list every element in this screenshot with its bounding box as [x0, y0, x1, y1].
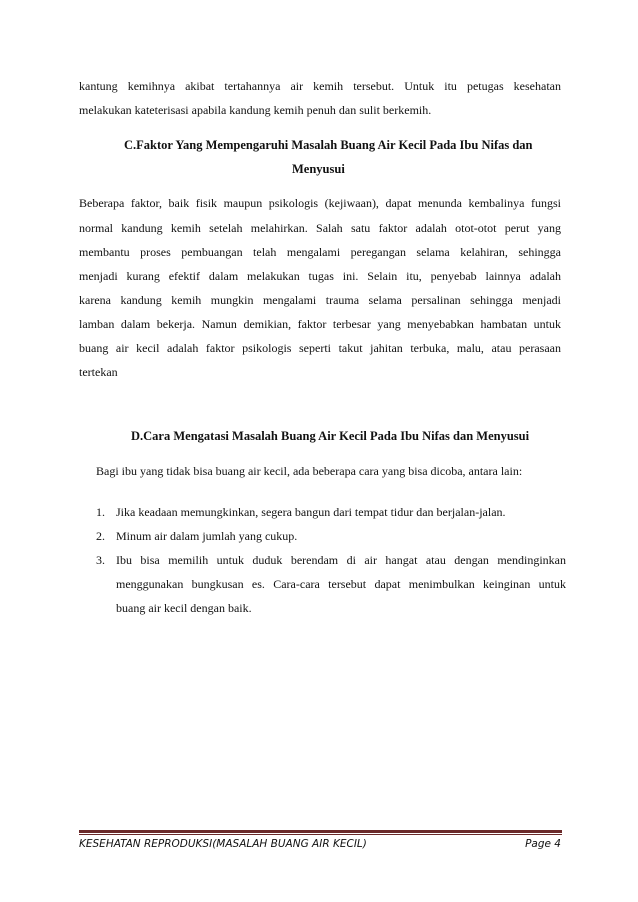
list-item-text: menggunakan bungkusan es. Cara-cara tersebut dapat menimbulkan keinginan untuk — [116, 577, 566, 591]
section-c-line-1: Beberapa faktor, baik fisik maupun psikologis (kejiwaan), dapat menunda kembalinya fungsi — [79, 196, 561, 210]
section-d-list — [96, 500, 566, 620]
list-item-text: Jika keadaan memungkinkan, segera bangun dari tempat tidur dan berjalan-jalan. — [116, 505, 506, 519]
intro-line-2: melakukan kateterisasi apabila kandung kemih penuh dan sulit berkemih. — [79, 103, 432, 117]
section-c-heading-line-1: C.Faktor Yang Mempengaruhi Masalah Buang Air Kecil Pada Ibu Nifas dan — [124, 138, 533, 152]
section-c-line-5: karena kandung kemih mungkin mengalami trauma selama persalinan sehingga menjadi — [79, 293, 561, 307]
section-d-heading: D.Cara Mengatasi Masalah Buang Air Kecil Pada Ibu Nifas dan Menyusui — [131, 429, 530, 443]
list-item-text: Minum air dalam jumlah yang cukup. — [116, 529, 298, 543]
section-c-line-3: membantu proses pembuangan telah mengalami peregangan selama kelahiran, sehingga — [79, 245, 561, 259]
section-d-intro: Bagi ibu yang tidak bisa buang air kecil, ada beberapa cara yang bisa dicoba, antara lain: — [96, 464, 523, 478]
section-c-line-4: menjadi kurang efektif dalam melakukan tugas ini. Selain itu, penyebab lainnya adalah — [79, 269, 561, 283]
list-item-text: Ibu bisa memilih untuk duduk berendam di air hangat atau dengan mendinginkan — [116, 553, 566, 567]
list-item — [96, 524, 566, 548]
list-item-number: 1. — [96, 505, 105, 519]
footer-title: KESEHATAN REPRODUKSI(MASALAH BUANG AIR KECIL) — [79, 838, 367, 850]
list-item — [96, 548, 566, 620]
section-c-line-8: tertekan — [79, 365, 118, 379]
list-item-text: buang air kecil dengan baik. — [116, 601, 252, 615]
section-c-line-7: buang air kecil adalah faktor psikologis seperti takut jahitan terbuka, malu, atau perasaan — [79, 341, 561, 355]
section-c-heading-line-2: Menyusui — [292, 162, 345, 176]
list-item-number: 2. — [96, 529, 105, 543]
page-number: Page 4 — [525, 838, 561, 850]
footer-rule — [79, 830, 562, 835]
list-item — [96, 500, 566, 524]
section-c-line-6: lamban dalam bekerja. Namun demikian, faktor terbesar yang menyebabkan hambatan untuk — [79, 317, 561, 331]
section-c-line-2: normal kandung kemih setelah melahirkan. Salah satu faktor adalah otot-otot perut yang — [79, 221, 561, 235]
list-item-number: 3. — [96, 553, 105, 567]
intro-line-1: kantung kemihnya akibat tertahannya air kemih tersebut. Untuk itu petugas kesehatan — [79, 79, 561, 93]
